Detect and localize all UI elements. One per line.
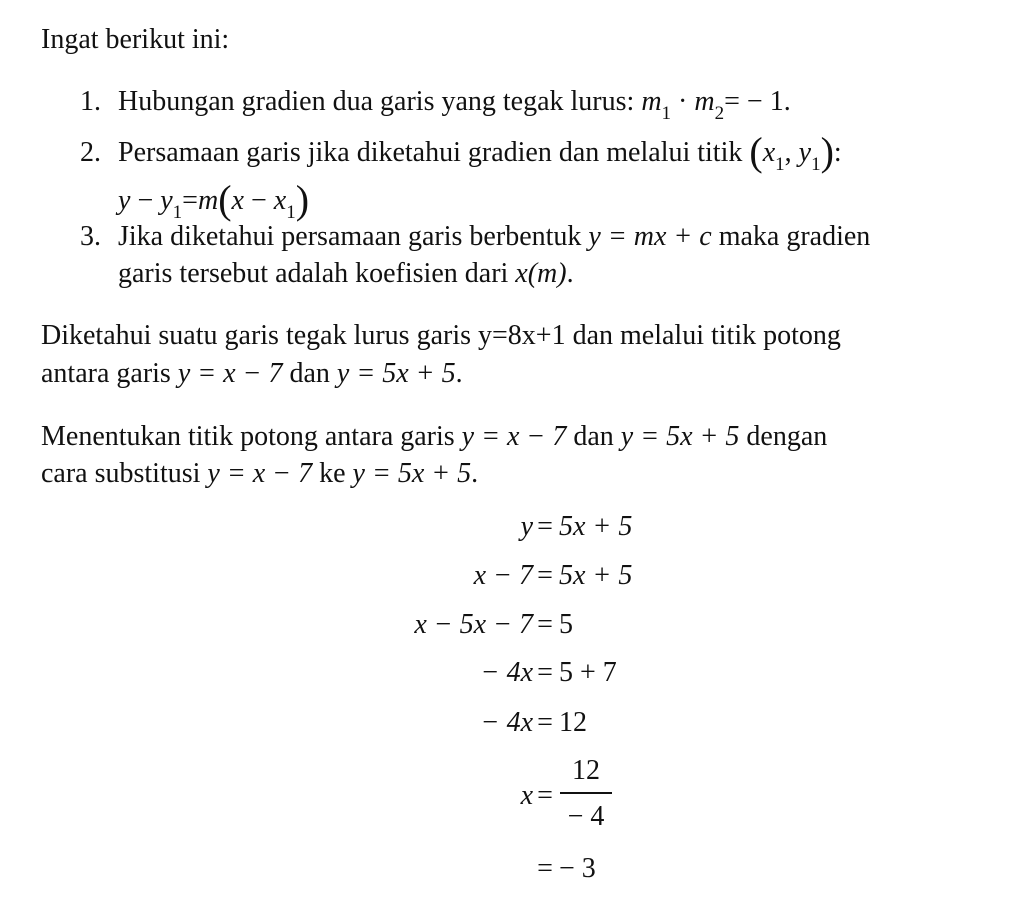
rule-3-line-2: garis tersebut adalah koefisien dari x(m). (118, 258, 574, 289)
point-slope-formula: $y - y_1=m(x - x_1)$ (118, 177, 310, 223)
derivation-step-1: y = 5x + 5 (520, 511, 633, 542)
problem-statement-line-1: Diketahui suatu garis tegak lurus garis y=8x+1 dan melalui titik potong (41, 320, 841, 351)
denominator: − 4 (567, 801, 605, 832)
rule-text: Persamaan garis jika diketahui gradien dan melalui titik (118, 137, 750, 168)
rule-2: 2. Persamaan garis jika diketahui gradien dan melalui titik ($x_1$, $y_1$): (80, 129, 842, 175)
rule-number: 3. (80, 221, 101, 252)
derivation-step-6: x = 12 − 4 (0, 778, 1024, 814)
derivation-step-7: = − 3 (537, 853, 596, 884)
derivation-step-2: x − 7 = 5x + 5 (473, 560, 633, 591)
rule-1: 1. Hubungan gradien dua garis yang tegak lurus: $m_1 \cdot m_2= - 1$. (80, 86, 791, 124)
rule-number: 1. (80, 86, 101, 117)
fraction-bar (560, 792, 612, 794)
derivation-step-5: − 4x = 12 (480, 707, 587, 738)
rule-3-line-1: 3. Jika diketahui persamaan garis berbentuk y = mx + c maka gradien (80, 221, 871, 252)
rule-text: Hubungan gradien dua garis yang tegak lurus: (118, 86, 642, 117)
intro-text: Ingat berikut ini: (41, 24, 230, 55)
derivation-step-4: − 4x = 5 + 7 (480, 657, 617, 688)
derivation-step-3: x − 5x − 7 = 5 (414, 609, 573, 640)
rule-number: 2. (80, 137, 101, 168)
problem-statement-line-2: antara garis y = x − 7 dan y = 5x + 5. (41, 358, 463, 389)
fraction (560, 752, 612, 836)
method-line-2: cara substitusi y = x − 7 ke y = 5x + 5. (41, 458, 479, 489)
numerator: 12 (572, 755, 600, 786)
method-line-1: Menentukan titik potong antara garis y = x − 7 dan y = 5x + 5 dengan (41, 421, 828, 452)
